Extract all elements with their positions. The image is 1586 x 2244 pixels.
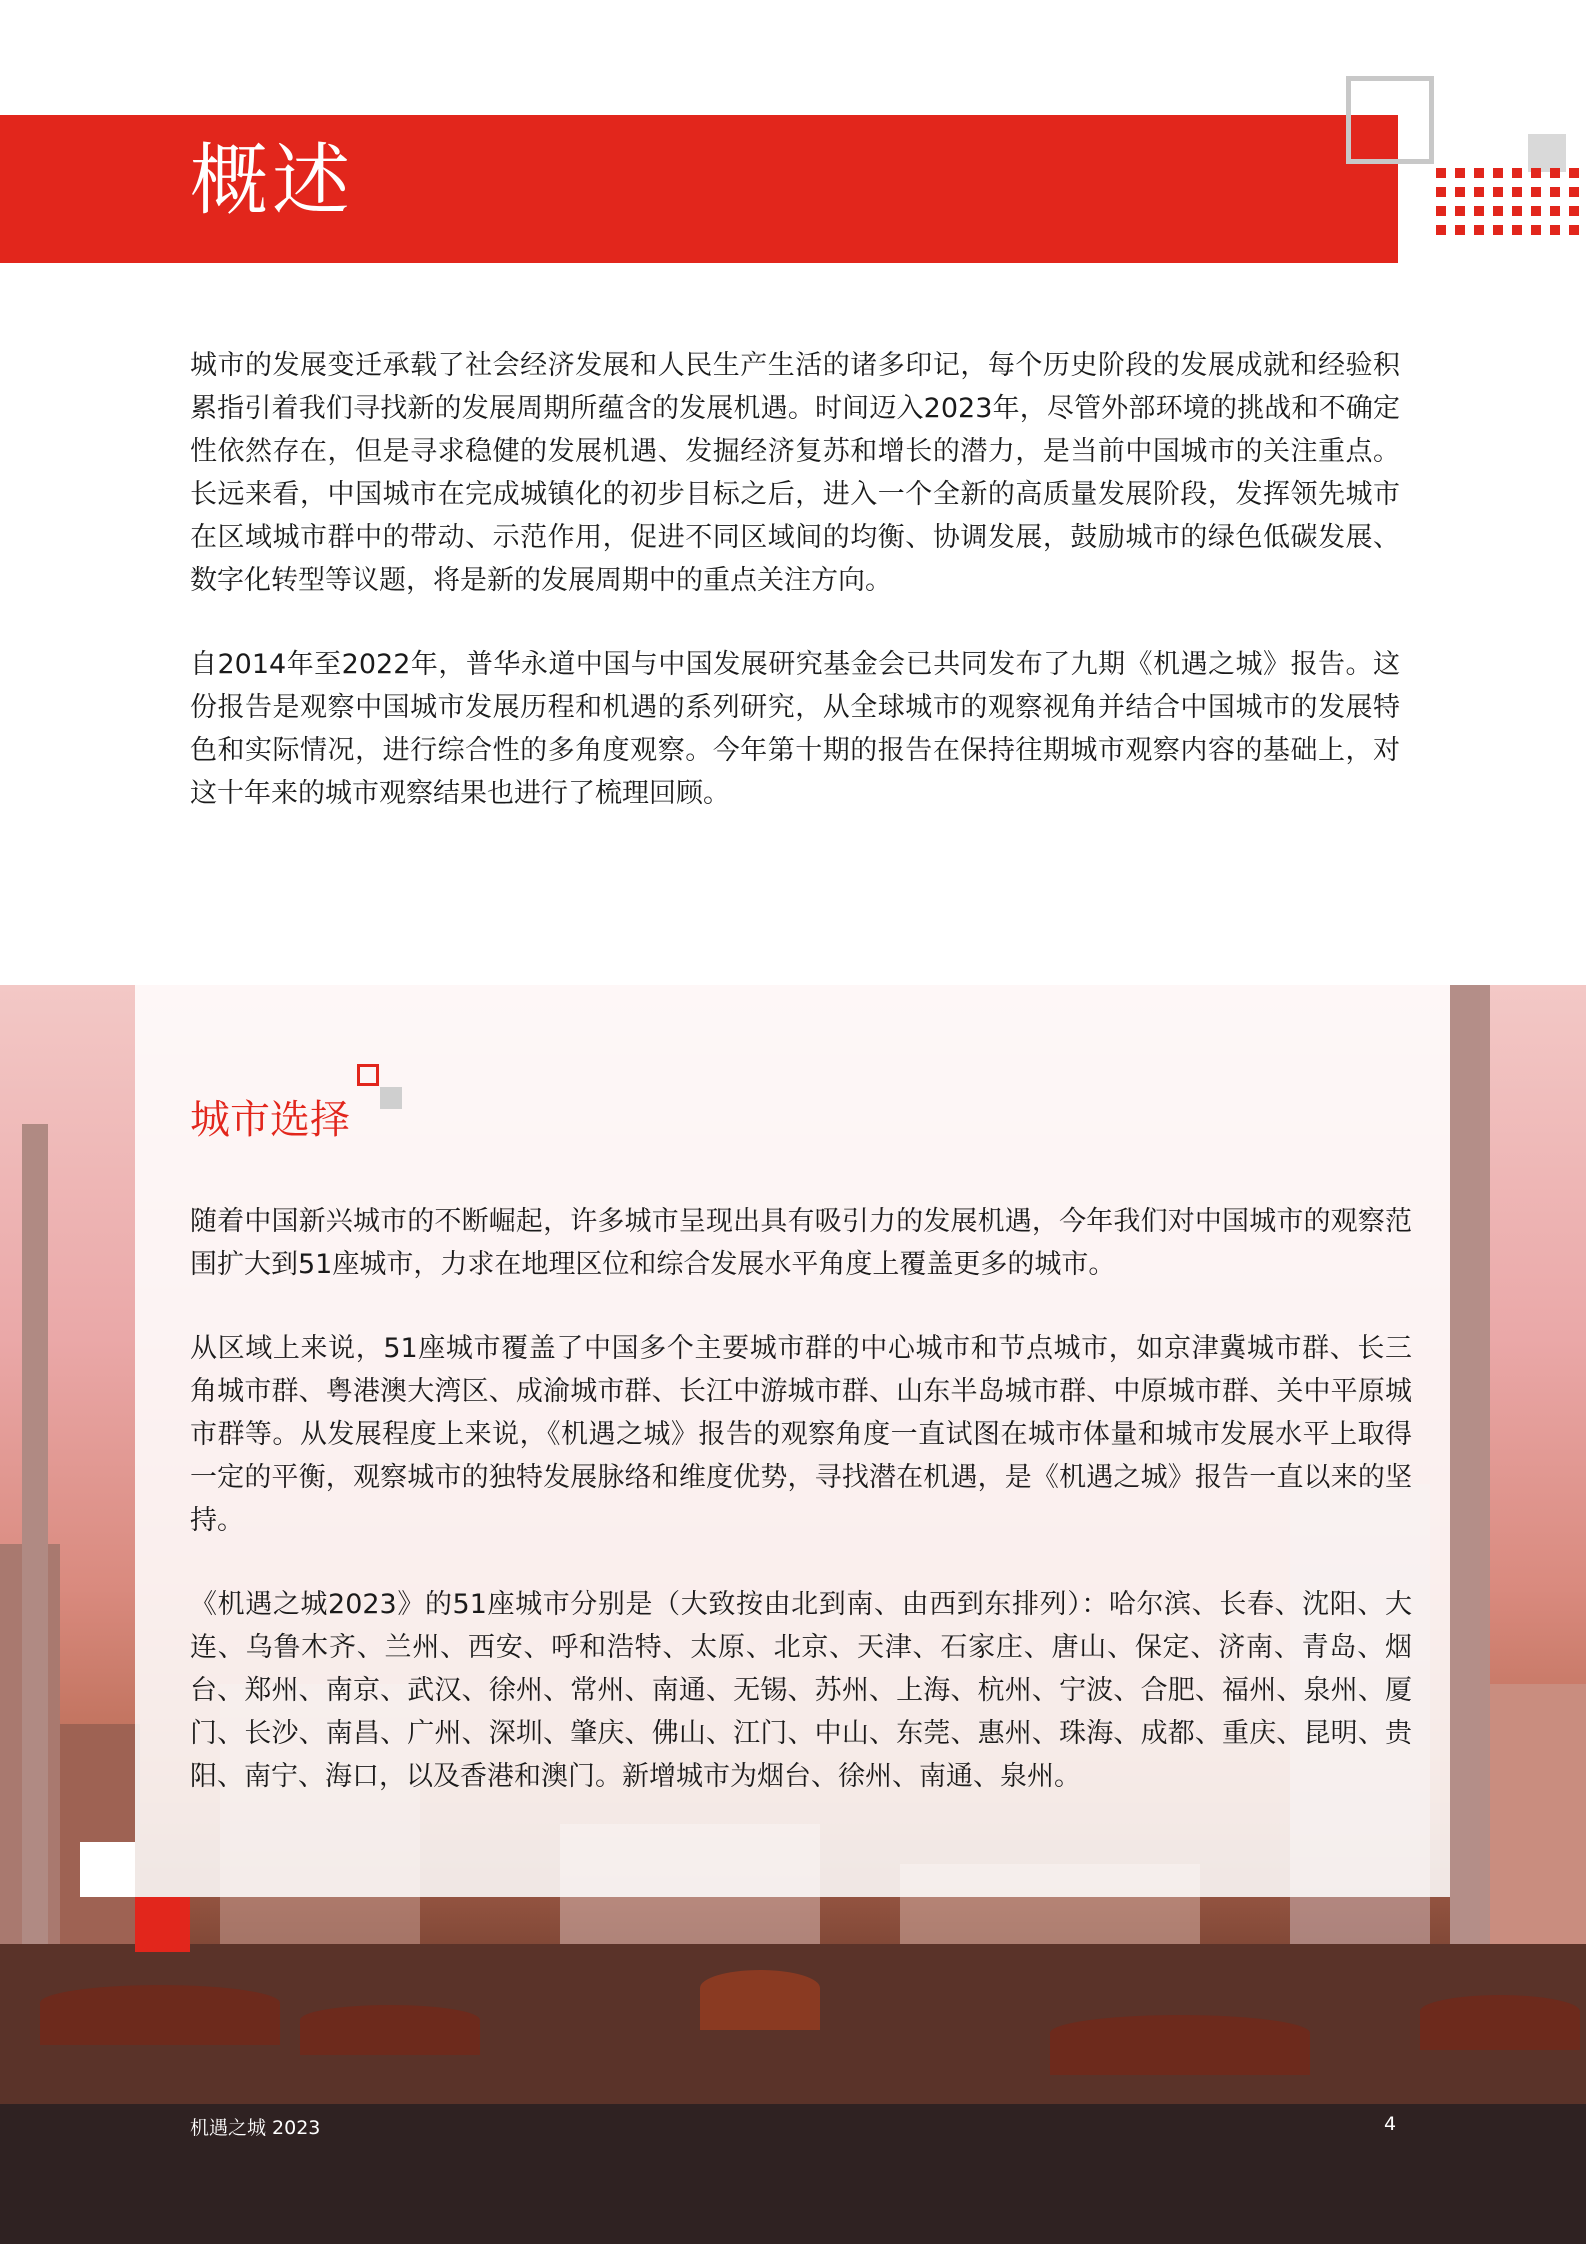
decorative-small-grey-square (380, 1087, 402, 1109)
intro-section (190, 344, 1400, 856)
decorative-outline-square (1346, 76, 1434, 164)
section-paragraph: 从区域上来说，51座城市覆盖了中国多个主要城市群的中心城市和节点城市，如京津冀城市群、长三角城市群、粤港澳大湾区、成渝城市群、长江中游城市群、山东半岛城市群、中原城市群、关中平原城市群等。从发展程度上来说，《机遇之城》报告的观察角度一直试图在城市体量和城市发展水平上取得一定的平衡，观察城市的独特发展脉络和维度优势，寻找潜在机遇，是《机遇之城》报告一直以来的坚持。 (190, 1333, 1412, 1536)
section-paragraph: 《机遇之城2023》的51座城市分别是（大致按由北到南、由西到东排列）：哈尔滨、长春、沈阳、大连、乌鲁木齐、兰州、西安、呼和浩特、太原、北京、天津、石家庄、唐山、保定、济南、青岛、烟台、郑州、南京、武汉、徐州、常州、南通、无锡、苏州、上海、杭州、宁波、合肥、福州、泉州、厦门、长沙、南昌、广州、深圳、肇庆、佛山、江门、中山、东莞、惠州、珠海、成都、重庆、昆明、贵阳、南宁、海口，以及香港和澳门。新增城市为烟台、徐州、南通、泉州。 (190, 1589, 1412, 1792)
page-number: 4 (1384, 2113, 1397, 2135)
decorative-small-outline-square (357, 1064, 379, 1086)
section-title: 城市选择 (190, 1097, 350, 1143)
intro-paragraph: 自2014年至2022年，普华永道中国与中国发展研究基金会已共同发布了九期《机遇之城》报告。这份报告是观察中国城市发展历程和机遇的系列研究，从全球城市的观察视角并结合中国城市的发展特色和实际情况，进行综合性的多角度观察。今年第十期的报告在保持往期城市观察内容的基础上，对这十年来的城市观察结果也进行了梳理回顾。 (190, 649, 1400, 809)
page-title: 概述 (190, 136, 355, 226)
decorative-white-square (80, 1842, 135, 1897)
decorative-dot-grid (1436, 168, 1579, 235)
intro-paragraph: 城市的发展变迁承载了社会经济发展和人民生产生活的诸多印记，每个历史阶段的发展成就和经验积累指引着我们寻找新的发展周期所蕴含的发展机遇。时间迈入2023年，尽管外部环境的挑战和不确定性依然存在，但是寻求稳健的发展机遇、发掘经济复苏和增长的潜力，是当前中国城市的关注重点。长远来看，中国城市在完成城镇化的初步目标之后，进入一个全新的高质量发展阶段，发挥领先城市在区域城市群中的带动、示范作用，促进不同区域间的均衡、协调发展，鼓励城市的绿色低碳发展、数字化转型等议题，将是新的发展周期中的重点关注方向。 (190, 350, 1400, 596)
city-selection-section (190, 1200, 1412, 1839)
decorative-red-square (135, 1897, 190, 1952)
footer-publication-name: 机遇之城 2023 (190, 2117, 321, 2139)
section-paragraph: 随着中国新兴城市的不断崛起，许多城市呈现出具有吸引力的发展机遇，今年我们对中国城市的观察范围扩大到51座城市，力求在地理区位和综合发展水平角度上覆盖更多的城市。 (190, 1206, 1412, 1280)
decorative-grey-square (1528, 134, 1566, 172)
